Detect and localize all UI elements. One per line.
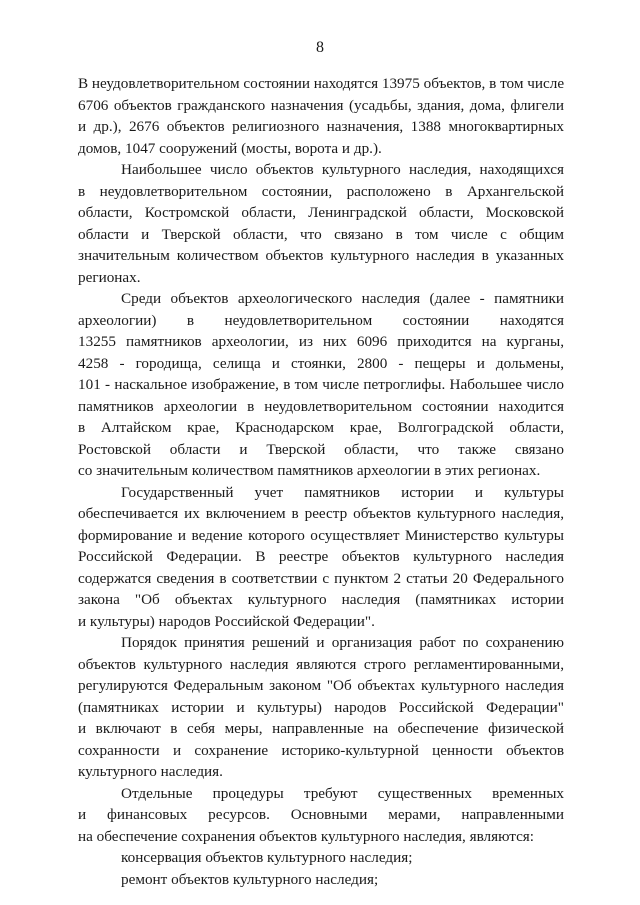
text-line: Среди объектов археологического наследия (далее - памятники	[121, 290, 564, 307]
paragraph	[78, 288, 564, 482]
text-line: 101 - наскальное изображение, в том числе петроглифы. Набольшее число	[78, 376, 564, 393]
text-line: и включают в себя меры, направленные на обеспечение физической	[78, 720, 564, 737]
paragraph	[78, 159, 564, 288]
text-line: 4258 - городища, селища и стоянки, 2800 - пещеры и дольмены,	[78, 354, 564, 372]
text-line: на обеспечение сохранения объектов культурного наследия, являются:	[78, 827, 535, 845]
paragraph	[78, 482, 564, 633]
text-line: закона "Об объектах культурного наследия (памятниках истории	[78, 591, 564, 608]
paragraph	[78, 632, 564, 783]
text-line: Ростовской области и Тверской области, что также связано	[78, 440, 564, 458]
text-line: В неудовлетворительном состоянии находятся 13975 объектов, в том числе	[78, 75, 565, 92]
text-line: и финансовых ресурсов. Основными мерами, направленными	[78, 806, 564, 823]
text-line: Порядок принятия решений и организация работ по сохранению	[121, 634, 564, 651]
paragraph	[78, 73, 564, 159]
text-line: Государственный учет памятников истории и культуры	[121, 483, 564, 501]
text-line: Наибольшее число объектов культурного наследия, находящихся	[121, 161, 564, 178]
text-line: 13255 памятников археологии, из них 6096 приходится на курганы,	[78, 333, 564, 350]
paragraph	[78, 783, 564, 848]
text-line: Российской Федерации. В реестре объектов культурного наследия	[78, 548, 564, 565]
text-line: регулируются Федеральным законом "Об объектах культурного наследия	[78, 677, 564, 694]
text-line: в Алтайском крае, Краснодарском крае, Волгоградской области,	[78, 419, 564, 436]
text-line: культурного наследия.	[78, 763, 223, 780]
text-line: сохранности и сохранение историко-культурной ценности объектов	[78, 741, 564, 759]
text-line: и др.), 2676 объектов религиозного назначения, 1388 многоквартирных	[78, 118, 564, 135]
measures-list	[78, 847, 564, 890]
text-line: домов, 1047 сооружений (мосты, ворота и др.).	[78, 139, 382, 157]
text-line: значительным количеством объектов культурного наследия в указанных	[78, 247, 564, 264]
text-line: памятников археологии в неудовлетворительном состоянии находится	[78, 397, 564, 415]
text-line: Отдельные процедуры требуют существенных временных	[121, 784, 564, 802]
text-line: в неудовлетворительном состоянии, расположено в Архангельской	[78, 182, 564, 200]
text-line: формирование и ведение которого осуществляет Министерство культуры	[78, 526, 564, 544]
text-line: области и Тверской области, что связано в том числе с общим	[78, 225, 564, 243]
text-line: обеспечивается их включением в реестр объектов культурного наследия,	[78, 505, 564, 522]
text-line: объектов культурного наследия являются строго регламентированными,	[78, 655, 564, 673]
list-item: ремонт объектов культурного наследия;	[121, 870, 379, 888]
page-number: 8	[316, 39, 324, 56]
text-line: археологии) в неудовлетворительном состоянии находятся	[78, 311, 564, 329]
text-line: области, Костромской области, Ленинградской области, Московской	[78, 204, 564, 221]
text-line: со значительным количеством памятников археологии в этих регионах.	[78, 462, 541, 479]
text-line: (памятниках истории и культуры) народов Российской Федерации"	[78, 698, 564, 716]
text-line: регионах.	[78, 268, 141, 286]
document-body	[78, 73, 564, 890]
list-item: консервация объектов культурного наследия;	[121, 849, 413, 866]
text-line: содержатся сведения в соответствии с пунктом 2 статьи 20 Федерального	[78, 569, 564, 587]
text-line: 6706 объектов гражданского назначения (усадьбы, здания, дома, флигели	[78, 96, 564, 114]
text-line: и культуры) народов Российской Федерации".	[78, 612, 375, 630]
